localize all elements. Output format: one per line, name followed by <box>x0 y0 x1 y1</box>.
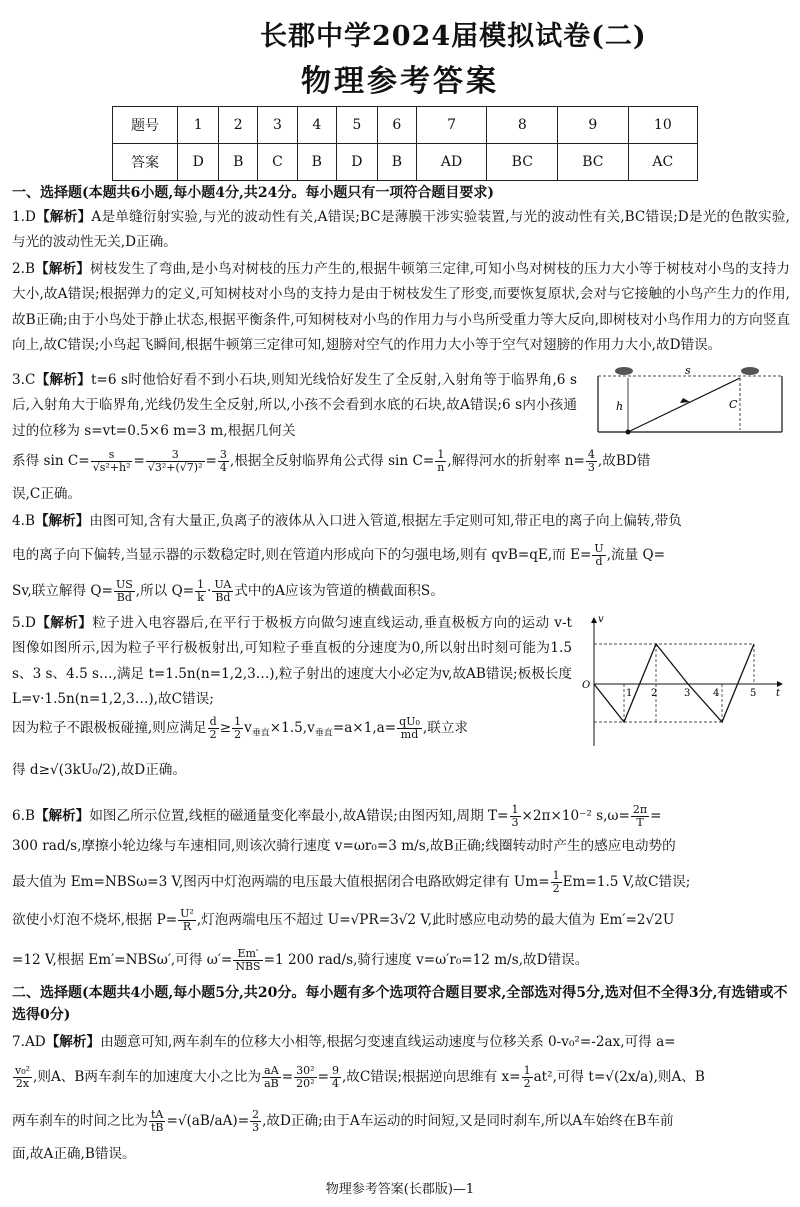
denominator: 2 <box>552 882 560 895</box>
question-1 <box>12 205 790 256</box>
question-5-line-b <box>12 712 572 750</box>
answer-table-row-numbers <box>113 107 698 144</box>
numerator: 9 <box>331 1064 339 1077</box>
sqrt-expression: √(aB/aA) <box>177 1113 238 1129</box>
text: ×2π×10⁻² s,ω= <box>521 808 630 824</box>
text: = <box>281 1069 294 1085</box>
analysis-tag: 【解析】 <box>34 513 90 529</box>
analysis-tag: 【解析】 <box>34 261 91 277</box>
table-cell: 4 <box>297 107 336 144</box>
question-number: 7.AD <box>12 1034 46 1050</box>
fraction <box>232 716 243 741</box>
denominator: 4 <box>331 1077 339 1090</box>
text: 系得 sin C= <box>12 453 90 469</box>
fraction <box>586 449 597 474</box>
analysis-tag: 【解析】 <box>35 615 93 631</box>
table-cell: 1 <box>178 107 219 144</box>
denominator: 3 <box>511 816 519 829</box>
fraction <box>233 948 262 973</box>
table-cell: D <box>336 144 377 181</box>
sqrt-expression: √(2x/a) <box>605 1069 654 1085</box>
text: ,则A、B <box>653 1069 705 1085</box>
denominator: √s²+h² <box>92 461 131 474</box>
text: 得 d≥ <box>12 762 51 778</box>
table-cell: 9 <box>558 107 629 144</box>
text: 如图乙所示位置,线框的磁通量变化率最小,故A错误;由图丙知,周期 T= <box>89 808 509 824</box>
fraction <box>522 1065 533 1090</box>
text: ,灯泡两端电压不超过 U=√PR=3√2 V,此时感应电动势的最大值为 Em′=2√2U <box>196 912 675 928</box>
question-7-line3 <box>12 1104 790 1138</box>
fraction <box>91 449 133 474</box>
numerator: s <box>91 449 133 462</box>
school-title: 长郡中学2024届模拟试卷(二) <box>260 21 647 52</box>
velocity-curve <box>594 644 757 722</box>
refraction-diagram <box>590 366 790 438</box>
row-label-number: 题号 <box>113 107 178 144</box>
question-6-line4 <box>12 904 790 936</box>
table-cell: 3 <box>258 107 298 144</box>
table-cell: AD <box>416 144 487 181</box>
text: ,流量 Q= <box>606 547 666 563</box>
fraction <box>262 1065 281 1090</box>
light-ray <box>628 378 740 432</box>
question-number: 5.D <box>12 615 36 631</box>
text: ,故C错误;根据逆向思维有 x= <box>341 1069 521 1085</box>
numerator: d <box>209 715 217 728</box>
table-cell: C <box>258 144 298 181</box>
denominator: d <box>595 555 603 568</box>
question-3 <box>12 368 577 444</box>
question-number: 1.D <box>12 209 36 225</box>
document-title: 物理参考答案 <box>301 64 499 99</box>
question-6 <box>12 800 790 832</box>
origin-label: O <box>582 680 591 691</box>
denominator: tB <box>150 1121 164 1134</box>
denominator: 3 <box>252 1121 260 1134</box>
analysis-tag: 【解析】 <box>34 808 90 824</box>
table-cell: 2 <box>219 107 258 144</box>
denominator: n <box>437 461 445 474</box>
numerator: U² <box>180 907 194 920</box>
numerator: qU₀ <box>399 715 420 728</box>
fraction <box>397 716 422 741</box>
label-h: h <box>616 400 624 413</box>
denominator: 2 <box>209 728 217 741</box>
text: = <box>317 1069 329 1085</box>
table-cell: B <box>219 144 258 181</box>
fraction <box>195 579 206 604</box>
denominator: md <box>400 728 419 741</box>
question-4-line2 <box>12 539 790 571</box>
analysis-text: 由图可知,含有大量正,负离子的液体从入口进入管道,根据左手定则可知,带正电的离子向上偏转,带负 <box>89 513 682 529</box>
question-number: 2.B <box>12 261 35 277</box>
page-footer: 物理参考答案(长郡版)—1 <box>325 1182 475 1197</box>
text: v <box>244 720 252 736</box>
numerator: 1 <box>435 449 446 462</box>
text: 最大值为 Em=NBSω=3 V,图丙中灯泡两端的电压最大值根据闭合电路欧姆定律有 Um= <box>12 874 550 890</box>
table-cell: 5 <box>336 107 377 144</box>
table-cell: 7 <box>416 107 487 144</box>
denominator: 3 <box>587 461 595 474</box>
answer-table-row-answers <box>113 144 698 181</box>
numerator: tA <box>149 1109 166 1122</box>
denominator: NBS <box>235 960 261 973</box>
question-4 <box>12 509 790 534</box>
denominator: √3²+(√7)² <box>147 461 203 474</box>
label-s: s <box>685 364 691 377</box>
analysis-tag: 【解析】 <box>35 209 92 225</box>
text: = <box>166 1113 178 1129</box>
analysis-tag: 【解析】 <box>35 372 91 388</box>
question-number: 4.B <box>12 513 35 529</box>
fraction <box>208 716 219 741</box>
tick-label: 5 <box>750 688 757 699</box>
denominator: 2x <box>15 1077 30 1090</box>
sqrt-expression: √(3kU₀/2) <box>50 762 117 778</box>
question-5-end <box>12 758 790 783</box>
subscript: 垂直 <box>314 728 333 739</box>
table-cell: D <box>178 144 219 181</box>
denominator: 2 <box>234 728 242 741</box>
numerator: 4 <box>587 448 595 461</box>
numerator: 2π <box>632 803 648 816</box>
fraction <box>592 543 605 568</box>
text: =12 V,根据 Em′=NBSω′,可得 ω′= <box>12 952 233 968</box>
denominator: 4 <box>219 461 227 474</box>
fraction <box>435 449 446 474</box>
fraction <box>294 1065 316 1090</box>
subscript: 垂直 <box>251 728 270 739</box>
equals: = <box>133 453 145 469</box>
stone-icon <box>626 430 631 435</box>
denominator: Bd <box>116 591 132 604</box>
row-label-answer: 答案 <box>113 144 178 181</box>
table-cell: AC <box>628 144 697 181</box>
text: ,故D正确。 <box>116 762 186 778</box>
text: 欲使小灯泡不烧坏,根据 P= <box>12 912 178 928</box>
question-5 <box>12 611 572 713</box>
numerator: 1 <box>234 715 242 728</box>
text: ,故BD错 <box>597 453 651 469</box>
axis-t-label: t <box>776 688 781 699</box>
numerator: 1 <box>523 1064 531 1077</box>
answer-table <box>112 106 698 181</box>
denominator: aB <box>264 1077 279 1090</box>
text: ,则A、B两车刹车的加速度大小之比为 <box>33 1069 262 1085</box>
numerator: UA <box>214 578 232 591</box>
question-6-line3 <box>12 866 790 898</box>
question-7-line2 <box>12 1060 790 1094</box>
child-start-icon <box>615 367 633 375</box>
fraction <box>330 1065 341 1090</box>
question-7-end: 面,故A正确,B错误。 <box>12 1146 136 1162</box>
analysis-text: t=6 s时他恰好看不到小石块,则知光线恰好发生了全反射,入射角等于临界角,6 s后,入射角大于临界角,光线仍发生全反射,所以,小孩不会看到水底的石块,故A错误;6 s内小孩通过的位移为 s=vt=0.5×6 m=3 m,根据几何关 <box>12 372 577 439</box>
numerator: 2 <box>252 1108 260 1121</box>
fraction <box>114 579 135 604</box>
text: 由题意可知,两车刹车的位移大小相等,根据匀变速直线运动速度与位移关系 0-v₀²=-2ax,可得 a= <box>100 1034 676 1050</box>
table-cell: BC <box>487 144 558 181</box>
fraction <box>551 870 562 895</box>
numerator: 3 <box>146 449 205 462</box>
fraction <box>13 1065 32 1090</box>
numerator: U <box>594 542 604 555</box>
numerator: 3 <box>219 448 227 461</box>
question-7 <box>12 1030 790 1055</box>
table-cell: 8 <box>487 107 558 144</box>
tick-label: 1 <box>626 688 633 699</box>
text: = <box>237 1113 250 1129</box>
fraction <box>149 1109 166 1134</box>
question-4-line3 <box>12 575 790 607</box>
table-cell: 10 <box>628 107 697 144</box>
table-cell: 6 <box>378 107 417 144</box>
numerator: 1 <box>511 803 519 816</box>
question-number: 6.B <box>12 808 35 824</box>
question-3-end: 误,C正确。 <box>12 486 82 502</box>
text: Em=1.5 V,故C错误; <box>562 874 691 890</box>
fraction <box>178 908 196 933</box>
fraction <box>218 449 229 474</box>
denominator: T <box>636 816 644 829</box>
table-cell: B <box>378 144 417 181</box>
denominator: k <box>197 591 204 604</box>
text: ,解得河水的折射率 n= <box>447 453 585 469</box>
table-cell: BC <box>558 144 629 181</box>
numerator: aA <box>262 1065 281 1078</box>
text: ×1.5,v <box>269 720 315 736</box>
denominator: 20² <box>296 1077 315 1090</box>
analysis-text: 粒子进入电容器后,在平行于极板方向做匀速直线运动,垂直极板方向的运动 v-t 图像如图所示,因为粒子平行极板射出,可知粒子垂直板的分速度为0,所以射出时刻可能为1.5 s、3 s、4.5 s…,满足 t=1.5n(n=1,2,3…),粒子射出的速度大小必定为v,故AB错误;板极长度 L=v·1.5n(n=1,2,3…),故C错误; <box>12 615 573 708</box>
analysis-text: A是单缝衍射实验,与光的波动性有关,A错误;BC是薄膜干涉实验装置,与光的波动性有关,BC错误;D是光的色散实验,与光的波动性无关,D正确。 <box>12 209 790 251</box>
numerator: Em′ <box>233 948 262 961</box>
analysis-text: 树枝发生了弯曲,是小鸟对树枝的压力产生的,根据牛顿第三定律,可知小鸟对树枝的压力大小等于树枝对小鸟的支持力大小,故A错误;根据弹力的定义,可知树枝对小鸟的支持力是由于树枝发生了形变,而要恢复原状,会对与它接触的小鸟产生力的作用,故B正确;由于小鸟处于静止状态,根据平衡条件,可知树枝对小鸟的作用力与小鸟所受重力等大反向,即树枝对小鸟作用力的方向竖直向上,故C错误;小鸟起飞瞬间,根据牛顿第三定律可知,翅膀对空气的作用力大小等于空气对翅膀的作用力大小,故D错误。 <box>12 261 790 354</box>
section-heading-1: 一、选择题(本题共6小题,每小题4分,共24分。每小题只有一项符合题目要求) <box>12 185 494 201</box>
numerator: 1 <box>197 578 205 591</box>
denominator: 2 <box>523 1077 531 1090</box>
text: at²,可得 t= <box>533 1069 606 1085</box>
text: =1 200 rad/s,骑行速度 v=ω′r₀=12 m/s,故D错误。 <box>263 952 589 968</box>
question-3-formula-line <box>12 444 790 478</box>
denominator: Bd <box>215 591 231 604</box>
text: Sv,联立解得 Q= <box>12 583 113 599</box>
numerator: v₀² <box>15 1064 31 1077</box>
text: ,故D正确;由于A车运动的时间短,又是同时刹车,所以A车始终在B车前 <box>262 1113 674 1129</box>
fraction <box>510 804 521 829</box>
analysis-tag: 【解析】 <box>45 1034 101 1050</box>
child-end-icon <box>741 367 759 375</box>
text: ,所以 Q= <box>135 583 195 599</box>
question-number: 3.C <box>12 372 36 388</box>
numerator: US <box>115 578 133 591</box>
denominator: R <box>182 920 192 933</box>
text: ,联立求 <box>422 720 469 736</box>
label-c: C <box>729 398 738 411</box>
v-t-graph <box>578 612 788 750</box>
text: = <box>650 808 662 824</box>
text: 两车刹车的时间之比为 <box>12 1113 148 1129</box>
numerator: 1 <box>552 869 560 882</box>
table-cell: B <box>297 144 336 181</box>
fraction <box>146 449 205 474</box>
text: 式中的A应该为管道的横截面积S。 <box>234 583 444 599</box>
fraction <box>212 579 233 604</box>
question-2 <box>12 257 790 359</box>
tick-label: 4 <box>713 688 720 699</box>
numerator: 30² <box>296 1064 315 1077</box>
axis-v-label: v <box>598 614 604 625</box>
fraction <box>631 804 649 829</box>
ge-sign: ≥ <box>219 720 232 736</box>
tick-label: 3 <box>684 688 691 699</box>
dot: · <box>207 583 212 599</box>
question-6-line2: 300 rad/s,摩擦小轮边缘与车速相同,则该次骑行速度 v=ωr₀=3 m/s,故B正确;线圈转动时产生的感应电动势的 <box>12 838 676 854</box>
text: 因为粒子不跟极板碰撞,则应满足 <box>12 720 207 736</box>
section-heading-2: 二、选择题(本题共4小题,每小题5分,共20分。每小题有多个选项符合题目要求,全部选对得5分,选对但不全得3分,有选错或不选得0分) <box>12 985 788 1023</box>
text: =a×1,a= <box>332 720 397 736</box>
fraction <box>250 1109 261 1134</box>
text: ,根据全反射临界角公式得 sin C= <box>229 453 435 469</box>
tick-label: 2 <box>651 688 658 699</box>
question-6-line5 <box>12 944 790 976</box>
equals: = <box>205 453 217 469</box>
text: 电的离子向下偏转,当显示器的示数稳定时,则在管道内形成向下的匀强电场,则有 qvB=qE,而 E= <box>12 547 592 563</box>
